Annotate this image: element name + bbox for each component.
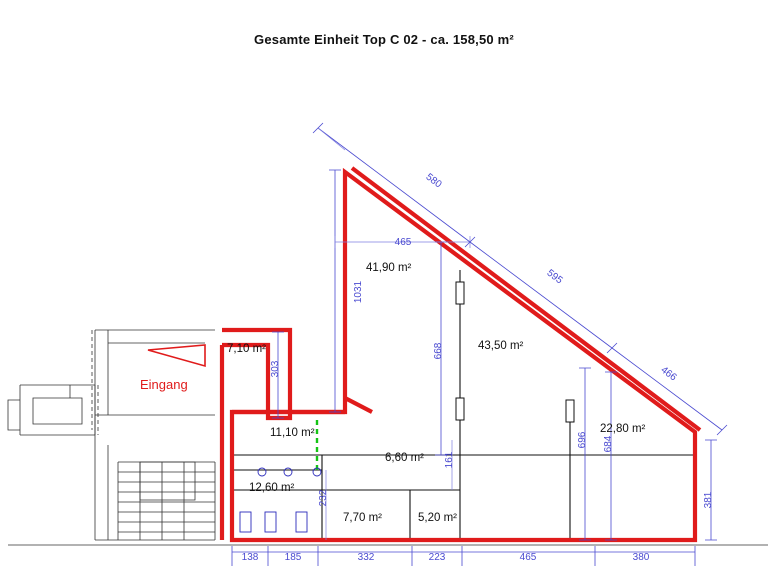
dim-label-232: 232 [318, 489, 329, 507]
room-label-11-10: 11,10 m² [270, 427, 315, 439]
room-label-43-50: 43,50 m² [478, 340, 524, 352]
dim-label-466: 466 [658, 364, 679, 384]
entrance-arrow [148, 345, 205, 366]
dim-label-185: 185 [284, 552, 302, 563]
dim-label-332: 332 [357, 552, 375, 563]
dim-label-595: 595 [544, 267, 565, 287]
dim-label-696: 696 [577, 431, 588, 449]
room-label-12-60: 12,60 m² [249, 482, 295, 494]
dim-label-465-bottom: 465 [519, 552, 537, 563]
room-label-7-70: 7,70 m² [343, 512, 382, 524]
room-label-6-60: 6,60 m² [385, 452, 424, 464]
entrance-label: Eingang [140, 377, 188, 392]
room-label-5-20: 5,20 m² [418, 512, 457, 524]
opening-marks [456, 282, 574, 422]
dim-label-668: 668 [433, 342, 444, 360]
page-title: Gesamte Einheit Top C 02 - ca. 158,50 m² [254, 32, 514, 47]
dim-label-303: 303 [270, 360, 281, 378]
room-label-7-10: 7,10 m² [227, 343, 266, 355]
exterior-structure [8, 330, 768, 545]
dim-label-381: 381 [703, 491, 714, 509]
dim-label-161: 161 [444, 451, 455, 469]
dim-label-465-top: 465 [394, 237, 412, 248]
dimension-labels [242, 172, 714, 563]
sanitary-fixtures [240, 468, 321, 532]
dim-label-223: 223 [428, 552, 446, 563]
room-label-41-90: 41,90 m² [366, 262, 412, 274]
dim-label-380: 380 [632, 552, 650, 563]
dim-label-1031: 1031 [353, 280, 364, 304]
dim-label-138: 138 [241, 552, 259, 563]
dim-label-684: 684 [603, 435, 614, 453]
room-label-22-80: 22,80 m² [600, 423, 646, 435]
dim-label-580: 580 [423, 171, 444, 191]
